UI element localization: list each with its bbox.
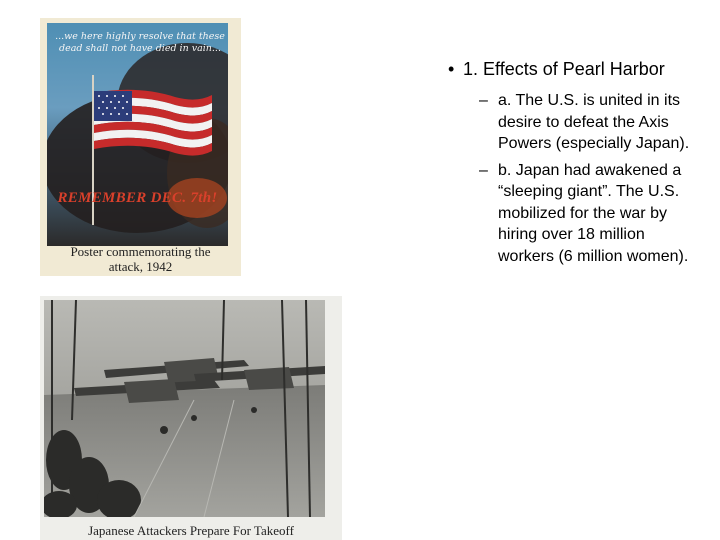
sub-bullet-a-text: a. The U.S. is united in its desire to defeat the Axis Powers (especially Japan).	[498, 92, 690, 152]
poster-caption	[40, 244, 241, 274]
slide-bullets	[443, 58, 705, 272]
poster-quote: ...we here highly resolve that these dead shall not have died in vain...	[55, 31, 225, 54]
poster-caption-line1: Poster commemorating the	[70, 244, 211, 259]
photo-caption: Japanese Attackers Prepare For Takeoff	[88, 523, 294, 538]
sub-bullet-b	[479, 160, 705, 268]
poster-caption-line2: attack, 1942	[108, 259, 173, 274]
flag-illustration	[47, 23, 228, 246]
dash-marker: –	[479, 161, 488, 179]
main-bullet-text: 1. Effects of Pearl Harbor	[463, 59, 665, 79]
sub-bullet-list	[443, 90, 705, 267]
bullet-marker: •	[448, 59, 455, 79]
main-bullet	[443, 58, 705, 80]
poster-image	[40, 18, 241, 276]
carrier-photo-image	[44, 300, 325, 517]
dash-marker: –	[479, 92, 488, 109]
sub-bullet-b-text: b. Japan had awakened a “sleeping giant”. The U.S. mobilized for the war by hiring over 18 million workers (6 million women).	[498, 161, 689, 265]
sub-bullet-a	[479, 90, 705, 155]
carrier-deck-illustration	[44, 300, 325, 517]
carrier-photo	[40, 296, 342, 540]
poster-artwork	[47, 23, 228, 246]
poster-slogan: REMEMBER DEC. 7th!	[57, 190, 218, 206]
